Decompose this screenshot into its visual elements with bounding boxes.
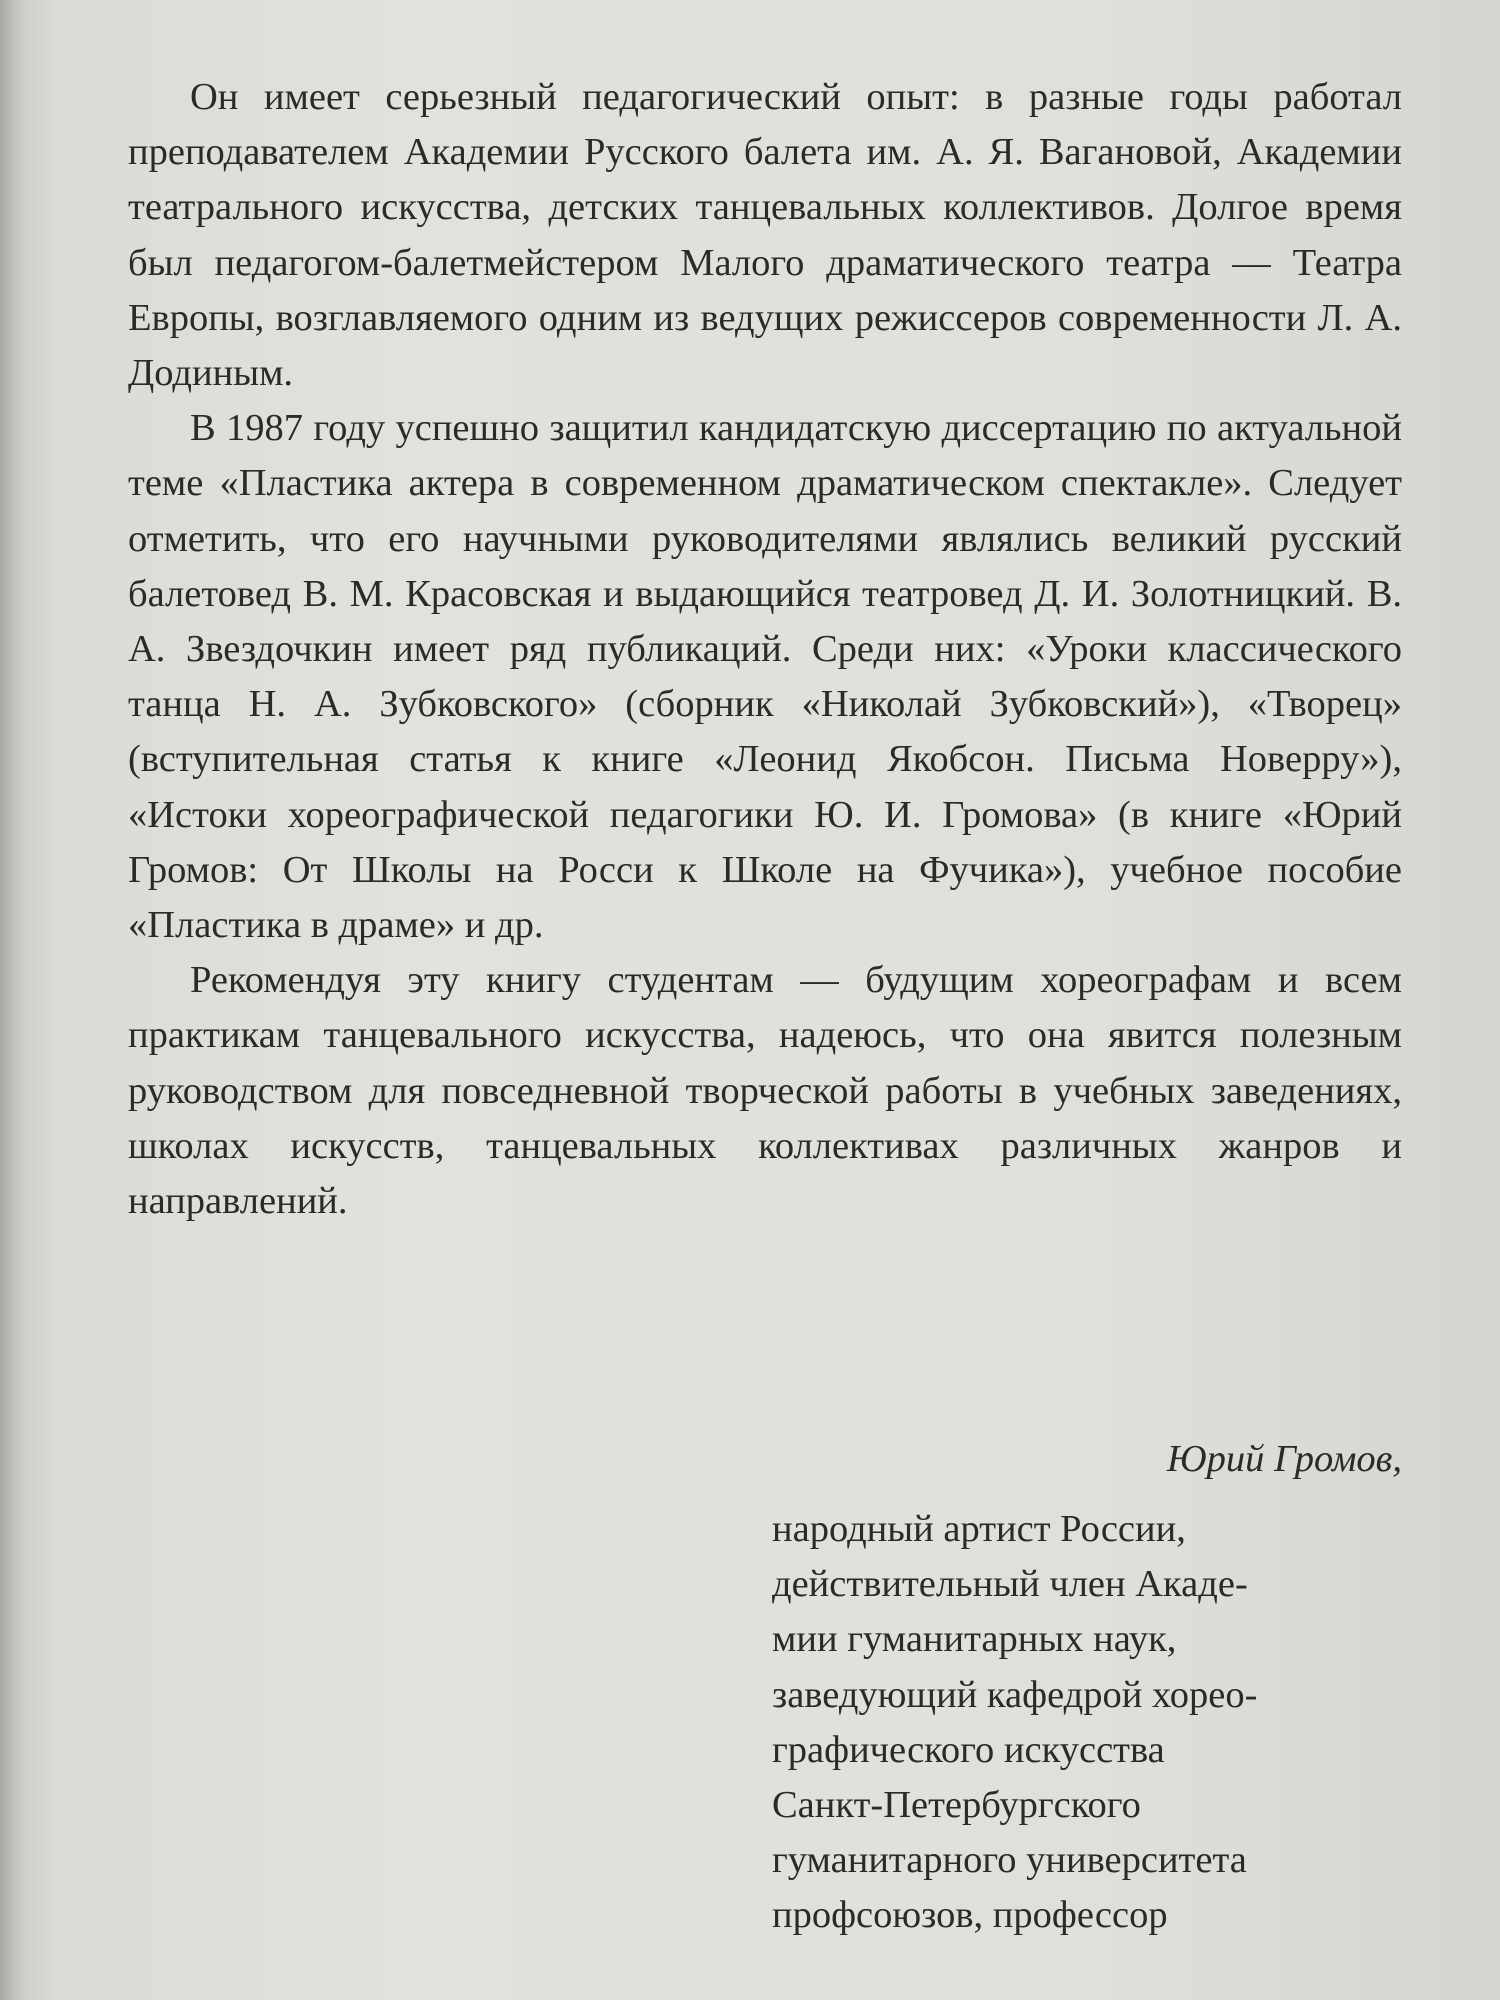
signature-title-line: действительный член Акаде- <box>772 1563 1248 1606</box>
signature-title-line: заведующий кафедрой хорео- <box>772 1673 1258 1716</box>
body-text <box>128 70 1402 1229</box>
signature-title-line: народный артист России, <box>772 1508 1186 1550</box>
signature-title-line: профсоюзов, профессор <box>772 1894 1168 1937</box>
signature-titles <box>772 1502 1412 1944</box>
signature-title-line: Санкт-Петербургского <box>772 1784 1141 1827</box>
paragraph-dissertation: В 1987 году успешно защитил кандидатскую диссертацию по актуальной теме «Пластика актера в современном драматическом спектакле». Следует отметить, что его научными руководителями являлись великий русский балетовед В. М. Красовская и выдающийся театровед Д. И. Золотницкий. В. А. Звездочкин имеет ряд публикаций. Среди них: «Уроки классического танца Н. А. Зубковского» (сборник «Николай Зубковский»), «Творец» (вступительная статья к книге «Леонид Якобсон. Письма Новерру»), «Истоки хореографической педагогики Ю. И. Громова» (в книге «Юрий Громов: От Школы на Росси к Школе на Фучика»), учебное пособие «Пластика в драме» и др. <box>128 407 1402 947</box>
paragraph-experience: Он имеет серьезный педагогический опыт: в разные годы работал преподавателем Академии Русского балета им. А. Я. Вагановой, Академии театрального искусства, детских танцевальных коллективов. Долгое время был педагогом-балетмейстером Малого драматического театра — Театра Европы, возглавляемого одним из ведущих режиссеров современности Л. А. Додиным. <box>128 76 1402 395</box>
signature-name: Юрий Громов, <box>1166 1438 1402 1480</box>
signature-title-line: гуманитарного университета <box>772 1839 1247 1882</box>
signature-title-line: мии гуманитарных наук, <box>772 1618 1177 1661</box>
signature-title-line: графического искусства <box>772 1728 1165 1771</box>
paragraph-recommendation: Рекомендуя эту книгу студентам — будущим хореографам и всем практикам танцевального искусства, надеюсь, что она явится полезным руководством для повседневной творческой работы в учебных заведениях, школах искусств, танцевальных коллективах различных жанров и направлений. <box>128 959 1402 1223</box>
